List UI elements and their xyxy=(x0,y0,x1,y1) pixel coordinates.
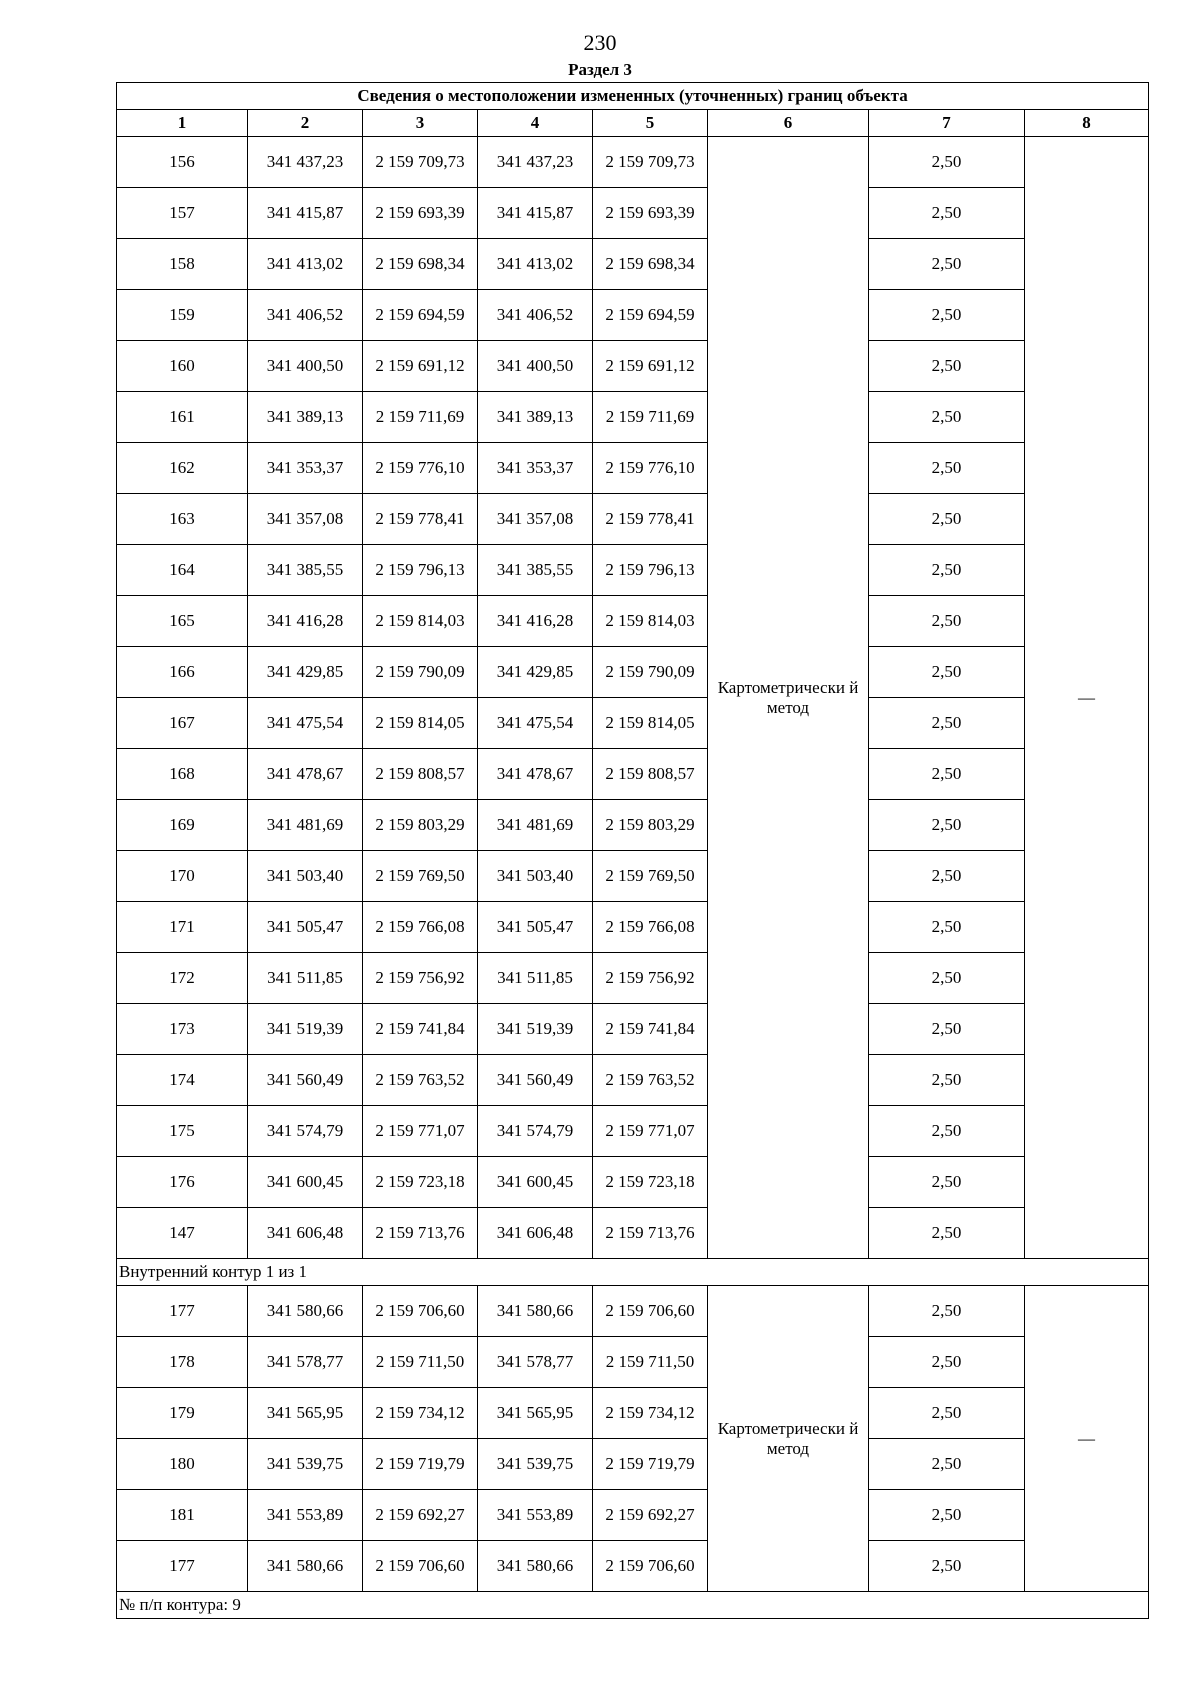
y-new: 2 159 803,29 xyxy=(593,800,708,851)
accuracy-value: 2,50 xyxy=(869,1541,1025,1592)
y-new: 2 159 796,13 xyxy=(593,545,708,596)
accuracy-value: 2,50 xyxy=(869,1157,1025,1208)
x-new: 341 481,69 xyxy=(478,800,593,851)
x-existing: 341 600,45 xyxy=(248,1157,363,1208)
point-number: 176 xyxy=(117,1157,248,1208)
y-existing: 2 159 711,50 xyxy=(363,1337,478,1388)
accuracy-value: 2,50 xyxy=(869,1286,1025,1337)
column-header: 5 xyxy=(593,110,708,137)
table-row xyxy=(117,647,1149,698)
y-existing: 2 159 790,09 xyxy=(363,647,478,698)
accuracy-value: 2,50 xyxy=(869,902,1025,953)
table-row xyxy=(117,749,1149,800)
y-existing: 2 159 808,57 xyxy=(363,749,478,800)
x-new: 341 580,66 xyxy=(478,1541,593,1592)
y-existing: 2 159 691,12 xyxy=(363,341,478,392)
x-new: 341 580,66 xyxy=(478,1286,593,1337)
x-new: 341 574,79 xyxy=(478,1106,593,1157)
point-number: 175 xyxy=(117,1106,248,1157)
column-8-dash: — xyxy=(1025,137,1149,1259)
accuracy-value: 2,50 xyxy=(869,188,1025,239)
accuracy-value: 2,50 xyxy=(869,1388,1025,1439)
column-header: 6 xyxy=(708,110,869,137)
point-number: 170 xyxy=(117,851,248,902)
y-new: 2 159 778,41 xyxy=(593,494,708,545)
x-existing: 341 565,95 xyxy=(248,1388,363,1439)
table-row xyxy=(117,239,1149,290)
y-existing: 2 159 711,69 xyxy=(363,392,478,443)
section-title: Раздел 3 xyxy=(568,60,632,79)
x-existing: 341 413,02 xyxy=(248,239,363,290)
x-existing: 341 416,28 xyxy=(248,596,363,647)
y-new: 2 159 694,59 xyxy=(593,290,708,341)
x-existing: 341 385,55 xyxy=(248,545,363,596)
y-existing: 2 159 713,76 xyxy=(363,1208,478,1259)
x-existing: 341 429,85 xyxy=(248,647,363,698)
point-number: 161 xyxy=(117,392,248,443)
table-row xyxy=(117,1337,1149,1388)
y-new: 2 159 691,12 xyxy=(593,341,708,392)
y-new: 2 159 790,09 xyxy=(593,647,708,698)
table-row xyxy=(117,953,1149,1004)
point-number: 177 xyxy=(117,1286,248,1337)
table-row xyxy=(117,1055,1149,1106)
y-existing: 2 159 709,73 xyxy=(363,137,478,188)
contour-number: № п/п контура: 9 xyxy=(117,1592,1149,1619)
x-new: 341 437,23 xyxy=(478,137,593,188)
x-new: 341 406,52 xyxy=(478,290,593,341)
y-existing: 2 159 694,59 xyxy=(363,290,478,341)
x-existing: 341 578,77 xyxy=(248,1337,363,1388)
x-new: 341 578,77 xyxy=(478,1337,593,1388)
accuracy-value: 2,50 xyxy=(869,647,1025,698)
table-row xyxy=(117,1286,1149,1337)
y-new: 2 159 814,03 xyxy=(593,596,708,647)
point-number: 178 xyxy=(117,1337,248,1388)
y-new: 2 159 719,79 xyxy=(593,1439,708,1490)
y-existing: 2 159 766,08 xyxy=(363,902,478,953)
x-existing: 341 580,66 xyxy=(248,1541,363,1592)
x-existing: 341 553,89 xyxy=(248,1490,363,1541)
y-existing: 2 159 769,50 xyxy=(363,851,478,902)
x-existing: 341 580,66 xyxy=(248,1286,363,1337)
y-existing: 2 159 692,27 xyxy=(363,1490,478,1541)
y-existing: 2 159 814,05 xyxy=(363,698,478,749)
table-row xyxy=(117,851,1149,902)
y-new: 2 159 711,69 xyxy=(593,392,708,443)
table-row xyxy=(117,698,1149,749)
x-new: 341 475,54 xyxy=(478,698,593,749)
x-new: 341 429,85 xyxy=(478,647,593,698)
x-new: 341 519,39 xyxy=(478,1004,593,1055)
page-number: 230 xyxy=(583,30,617,55)
x-existing: 341 400,50 xyxy=(248,341,363,392)
y-existing: 2 159 771,07 xyxy=(363,1106,478,1157)
table-row xyxy=(117,1439,1149,1490)
column-header-row xyxy=(117,110,1149,137)
accuracy-value: 2,50 xyxy=(869,392,1025,443)
table-row xyxy=(117,1208,1149,1259)
x-existing: 341 505,47 xyxy=(248,902,363,953)
table-caption: Сведения о местоположении измененных (уточненных) границ объекта xyxy=(117,83,1149,110)
point-number: 166 xyxy=(117,647,248,698)
y-new: 2 159 771,07 xyxy=(593,1106,708,1157)
point-number: 159 xyxy=(117,290,248,341)
point-number: 147 xyxy=(117,1208,248,1259)
y-new: 2 159 693,39 xyxy=(593,188,708,239)
x-existing: 341 353,37 xyxy=(248,443,363,494)
y-existing: 2 159 814,03 xyxy=(363,596,478,647)
point-number: 173 xyxy=(117,1004,248,1055)
y-existing: 2 159 778,41 xyxy=(363,494,478,545)
y-existing: 2 159 719,79 xyxy=(363,1439,478,1490)
point-number: 156 xyxy=(117,137,248,188)
accuracy-value: 2,50 xyxy=(869,698,1025,749)
x-new: 341 400,50 xyxy=(478,341,593,392)
y-new: 2 159 756,92 xyxy=(593,953,708,1004)
x-existing: 341 503,40 xyxy=(248,851,363,902)
y-new: 2 159 814,05 xyxy=(593,698,708,749)
table-row xyxy=(117,1157,1149,1208)
x-existing: 341 560,49 xyxy=(248,1055,363,1106)
x-new: 341 353,37 xyxy=(478,443,593,494)
y-existing: 2 159 698,34 xyxy=(363,239,478,290)
y-new: 2 159 763,52 xyxy=(593,1055,708,1106)
method-cell: Картометрически й метод xyxy=(708,137,869,1259)
y-new: 2 159 706,60 xyxy=(593,1541,708,1592)
point-number: 177 xyxy=(117,1541,248,1592)
table-row xyxy=(117,902,1149,953)
contour-number-row xyxy=(117,1592,1149,1619)
x-new: 341 385,55 xyxy=(478,545,593,596)
table-row xyxy=(117,800,1149,851)
point-number: 164 xyxy=(117,545,248,596)
x-existing: 341 539,75 xyxy=(248,1439,363,1490)
column-header: 7 xyxy=(869,110,1025,137)
accuracy-value: 2,50 xyxy=(869,290,1025,341)
contour-label-row xyxy=(117,1259,1149,1286)
accuracy-value: 2,50 xyxy=(869,953,1025,1004)
x-new: 341 553,89 xyxy=(478,1490,593,1541)
accuracy-value: 2,50 xyxy=(869,1106,1025,1157)
accuracy-value: 2,50 xyxy=(869,1055,1025,1106)
y-existing: 2 159 796,13 xyxy=(363,545,478,596)
point-number: 167 xyxy=(117,698,248,749)
table-row xyxy=(117,1541,1149,1592)
accuracy-value: 2,50 xyxy=(869,494,1025,545)
point-number: 181 xyxy=(117,1490,248,1541)
x-existing: 341 481,69 xyxy=(248,800,363,851)
y-new: 2 159 698,34 xyxy=(593,239,708,290)
x-existing: 341 389,13 xyxy=(248,392,363,443)
column-header: 8 xyxy=(1025,110,1149,137)
y-new: 2 159 741,84 xyxy=(593,1004,708,1055)
point-number: 168 xyxy=(117,749,248,800)
table-row xyxy=(117,1388,1149,1439)
x-new: 341 478,67 xyxy=(478,749,593,800)
x-new: 341 600,45 xyxy=(478,1157,593,1208)
x-existing: 341 437,23 xyxy=(248,137,363,188)
x-new: 341 416,28 xyxy=(478,596,593,647)
y-new: 2 159 808,57 xyxy=(593,749,708,800)
y-new: 2 159 711,50 xyxy=(593,1337,708,1388)
x-existing: 341 406,52 xyxy=(248,290,363,341)
table-row xyxy=(117,290,1149,341)
point-number: 160 xyxy=(117,341,248,392)
accuracy-value: 2,50 xyxy=(869,596,1025,647)
point-number: 157 xyxy=(117,188,248,239)
accuracy-value: 2,50 xyxy=(869,443,1025,494)
y-new: 2 159 713,76 xyxy=(593,1208,708,1259)
point-number: 174 xyxy=(117,1055,248,1106)
accuracy-value: 2,50 xyxy=(869,341,1025,392)
column-8-dash: — xyxy=(1025,1286,1149,1592)
point-number: 163 xyxy=(117,494,248,545)
y-existing: 2 159 723,18 xyxy=(363,1157,478,1208)
y-existing: 2 159 803,29 xyxy=(363,800,478,851)
point-number: 172 xyxy=(117,953,248,1004)
accuracy-value: 2,50 xyxy=(869,1208,1025,1259)
y-existing: 2 159 741,84 xyxy=(363,1004,478,1055)
column-header: 3 xyxy=(363,110,478,137)
table-row xyxy=(117,1490,1149,1541)
x-new: 341 503,40 xyxy=(478,851,593,902)
point-number: 158 xyxy=(117,239,248,290)
y-new: 2 159 734,12 xyxy=(593,1388,708,1439)
y-existing: 2 159 693,39 xyxy=(363,188,478,239)
x-existing: 341 478,67 xyxy=(248,749,363,800)
column-header: 2 xyxy=(248,110,363,137)
x-new: 341 511,85 xyxy=(478,953,593,1004)
y-existing: 2 159 706,60 xyxy=(363,1541,478,1592)
table-row xyxy=(117,596,1149,647)
point-number: 179 xyxy=(117,1388,248,1439)
point-number: 169 xyxy=(117,800,248,851)
x-new: 341 357,08 xyxy=(478,494,593,545)
accuracy-value: 2,50 xyxy=(869,1337,1025,1388)
y-new: 2 159 776,10 xyxy=(593,443,708,494)
boundary-coordinates-table xyxy=(116,82,1149,1619)
accuracy-value: 2,50 xyxy=(869,239,1025,290)
accuracy-value: 2,50 xyxy=(869,545,1025,596)
x-existing: 341 475,54 xyxy=(248,698,363,749)
x-existing: 341 511,85 xyxy=(248,953,363,1004)
x-new: 341 606,48 xyxy=(478,1208,593,1259)
y-existing: 2 159 706,60 xyxy=(363,1286,478,1337)
y-existing: 2 159 756,92 xyxy=(363,953,478,1004)
accuracy-value: 2,50 xyxy=(869,137,1025,188)
y-new: 2 159 709,73 xyxy=(593,137,708,188)
table-row xyxy=(117,443,1149,494)
accuracy-value: 2,50 xyxy=(869,1004,1025,1055)
table-row xyxy=(117,1106,1149,1157)
y-existing: 2 159 763,52 xyxy=(363,1055,478,1106)
y-new: 2 159 769,50 xyxy=(593,851,708,902)
x-existing: 341 519,39 xyxy=(248,1004,363,1055)
accuracy-value: 2,50 xyxy=(869,749,1025,800)
x-existing: 341 357,08 xyxy=(248,494,363,545)
y-new: 2 159 723,18 xyxy=(593,1157,708,1208)
x-new: 341 539,75 xyxy=(478,1439,593,1490)
contour-label: Внутренний контур 1 из 1 xyxy=(117,1259,1149,1286)
table-row xyxy=(117,1004,1149,1055)
column-header: 1 xyxy=(117,110,248,137)
accuracy-value: 2,50 xyxy=(869,851,1025,902)
point-number: 165 xyxy=(117,596,248,647)
accuracy-value: 2,50 xyxy=(869,1439,1025,1490)
x-new: 341 560,49 xyxy=(478,1055,593,1106)
point-number: 180 xyxy=(117,1439,248,1490)
y-existing: 2 159 734,12 xyxy=(363,1388,478,1439)
table-row xyxy=(117,188,1149,239)
table-row xyxy=(117,545,1149,596)
y-existing: 2 159 776,10 xyxy=(363,443,478,494)
x-existing: 341 415,87 xyxy=(248,188,363,239)
accuracy-value: 2,50 xyxy=(869,800,1025,851)
table-row xyxy=(117,392,1149,443)
x-new: 341 415,87 xyxy=(478,188,593,239)
accuracy-value: 2,50 xyxy=(869,1490,1025,1541)
y-new: 2 159 766,08 xyxy=(593,902,708,953)
x-existing: 341 606,48 xyxy=(248,1208,363,1259)
method-cell: Картометрически й метод xyxy=(708,1286,869,1592)
x-existing: 341 574,79 xyxy=(248,1106,363,1157)
x-new: 341 389,13 xyxy=(478,392,593,443)
column-header: 4 xyxy=(478,110,593,137)
y-new: 2 159 692,27 xyxy=(593,1490,708,1541)
x-new: 341 413,02 xyxy=(478,239,593,290)
point-number: 171 xyxy=(117,902,248,953)
table-row xyxy=(117,341,1149,392)
table-row xyxy=(117,137,1149,188)
y-new: 2 159 706,60 xyxy=(593,1286,708,1337)
x-new: 341 565,95 xyxy=(478,1388,593,1439)
table-row xyxy=(117,494,1149,545)
point-number: 162 xyxy=(117,443,248,494)
x-new: 341 505,47 xyxy=(478,902,593,953)
